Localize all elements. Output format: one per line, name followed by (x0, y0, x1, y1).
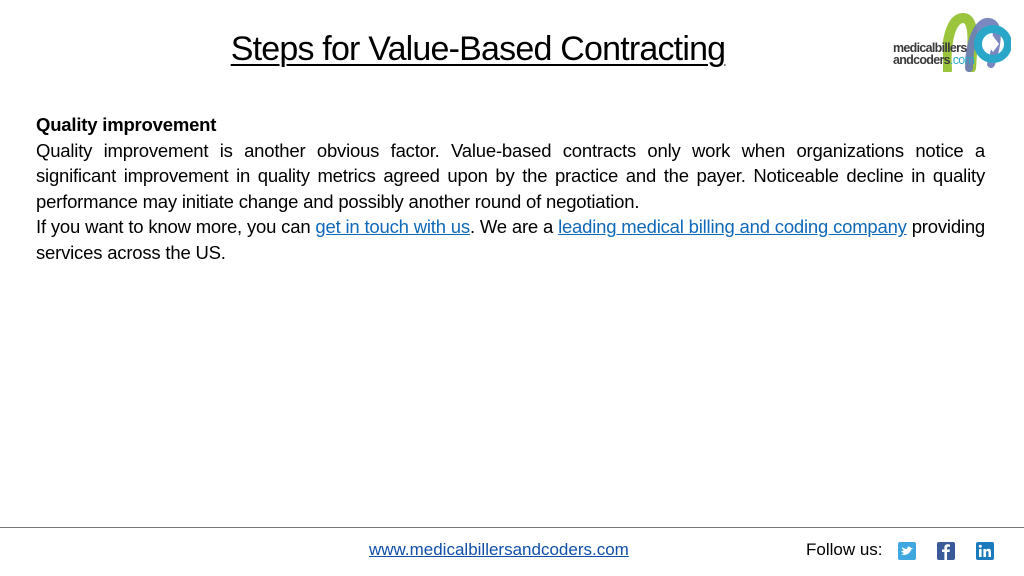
logo-line-2 (893, 54, 974, 66)
body-paragraph: Quality improvement is another obvious factor. Value-based contracts only work when organizations notice a significant improvement in quality metrics agreed upon by the practice and the payer. Noticeable decline in quality performance may initiate change and possibly another round of negotiation. (36, 139, 985, 212)
company-logo (893, 12, 1015, 74)
twitter-bird-glyph (898, 542, 916, 560)
company-link[interactable]: leading medical billing and coding company (558, 216, 907, 238)
cta-suffix: providing services across the US. (36, 216, 985, 263)
slide-body (36, 112, 985, 266)
call-to-action (36, 214, 985, 265)
follow-us-label: Follow us: (806, 540, 883, 559)
linkedin-icon[interactable] (976, 542, 994, 560)
cta-prefix: If you want to know more, you can (36, 216, 316, 238)
facebook-icon[interactable] (937, 542, 955, 560)
footer-divider (0, 527, 1024, 528)
section-heading: Quality improvement (36, 114, 217, 135)
contact-link[interactable]: get in touch with us (315, 216, 470, 238)
twitter-icon[interactable] (898, 542, 916, 560)
linkedin-in-glyph (976, 542, 994, 560)
logo-line-2-suffix: .com (949, 53, 975, 67)
logo-wordmark (893, 42, 974, 66)
logo-line-2-main: andcoders (893, 53, 950, 67)
cta-middle: . We are a (469, 216, 559, 238)
facebook-f-glyph (937, 542, 955, 560)
page-title: Steps for Value-Based Contracting (230, 30, 726, 68)
logo-line-1: medicalbillers (893, 41, 967, 55)
footer-website-link[interactable]: www.medicalbillersandcoders.com (369, 540, 629, 559)
